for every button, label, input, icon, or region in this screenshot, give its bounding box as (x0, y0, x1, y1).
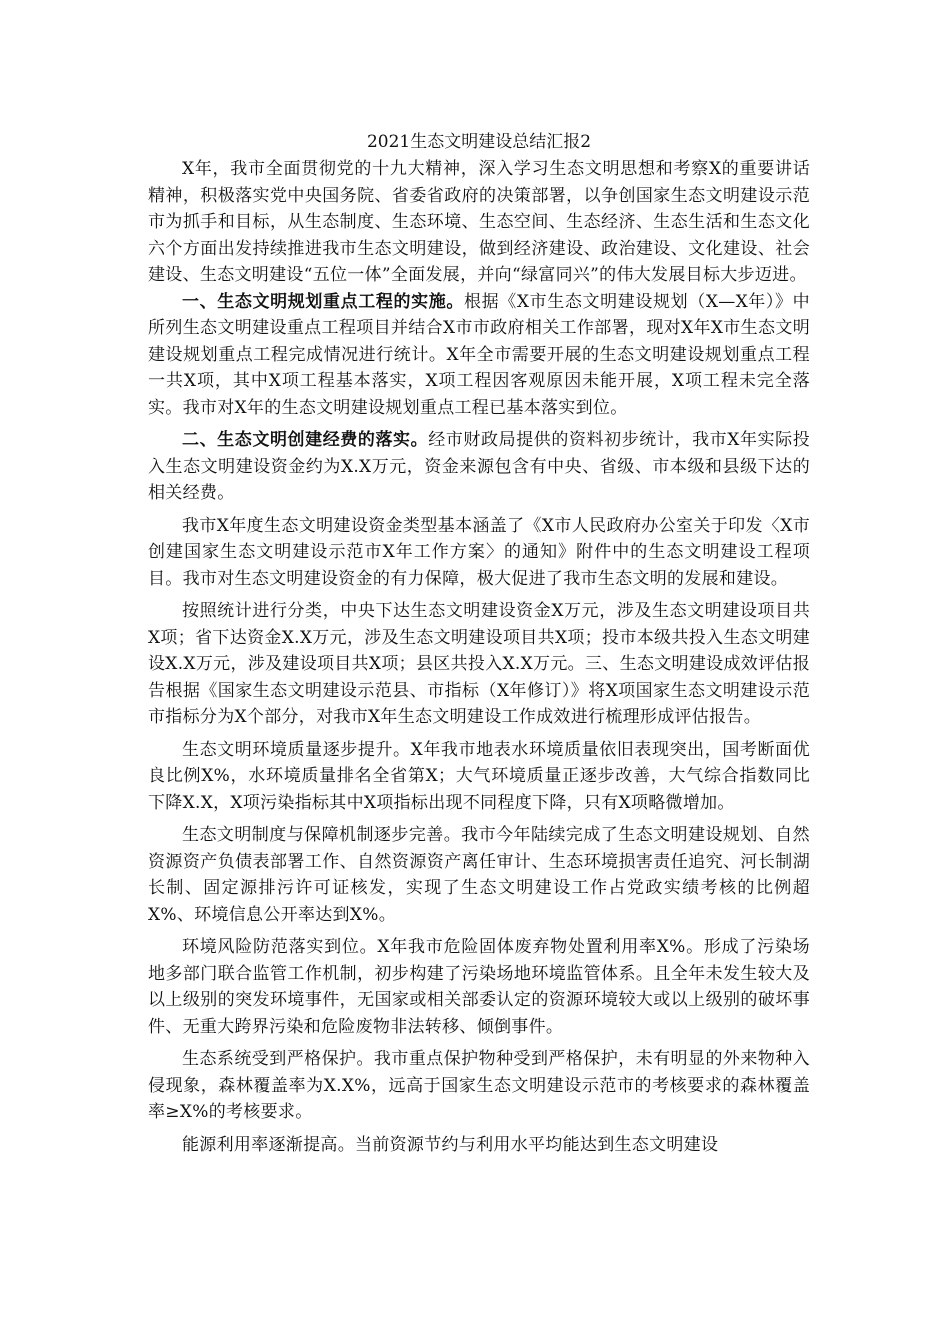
paragraph-text: 生态文明环境质量逐步提升。X年我市地表水环境质量依旧表现突出，国考断面优良比例X%，水环境质量排名全省第X；大气环境质量正逐步改善，大气综合指数同比下降X.X，X项污染指标其中X项指标出现不同程度下降，只有X项略微增加。 (148, 739, 810, 813)
paragraph-institutions (148, 822, 810, 928)
paragraph-text: 根据《X市生态文明建设规划（X—X年）》中所列生态文明建设重点工程项目并结合X市市政府相关工作部署，现对X年X市生态文明建设规划重点工程完成情况进行统计。X年全市需要开展的生态文明建设规划重点工程一共X项，其中X项工程基本落实，X项工程因客观原因未能开展，X项工程未完全落实。我市对X年的生态文明建设规划重点工程已基本落实到位。 (148, 291, 810, 418)
paragraph-text: 生态文明制度与保障机制逐步完善。我市今年陆续完成了生态文明建设规划、自然资源资产负债表部署工作、自然资源资产离任审计、生态环境损害责任追究、河长制湖长制、固定源排污许可证核发，实现了生态文明建设工作占党政实绩考核的比例超X%、环境信息公开率达到X%。 (148, 825, 810, 925)
paragraph-text: 按照统计进行分类，中央下达生态文明建设资金X万元，涉及生态文明建设项目共X项；省下达资金X.X万元，涉及生态文明建设项目共X项；投市本级共投入生态文明建设X.X万元，涉及建设项目共X项；县区共投入X.X万元。三、生态文明建设成效评估报告根据《国家生态文明建设示范县、市指标（X年修订）》将X项国家生态文明建设示范市指标分为X个部分，对我市X年生态文明建设工作成效进行梳理形成评估报告。 (148, 601, 810, 727)
paragraph-ecosystem (148, 1046, 810, 1126)
paragraph-section-1 (148, 289, 810, 422)
paragraph-funding-stats (148, 598, 810, 731)
paragraph-environment-quality (148, 737, 810, 817)
paragraph-energy (148, 1132, 810, 1159)
section-heading: 一、生态文明规划重点工程的实施。 (182, 291, 465, 312)
document-title: 2021生态文明建设总结汇报2 (366, 132, 592, 152)
paragraph-text: 我市X年度生态文明建设资金类型基本涵盖了《X市人民政府办公室关于印发〈X市创建国家生态文明建设示范市X年工作方案〉的通知》附件中的生态文明建设工程项目。我市对生态文明建设资金的有力保障，极大促进了我市生态文明的发展和建设。 (148, 515, 810, 589)
paragraph-section-2 (148, 427, 810, 507)
paragraph-funding-types (148, 513, 810, 593)
paragraph-text: 能源利用率逐渐提高。当前资源节约与利用水平均能达到生态文明建设 (182, 1134, 719, 1155)
paragraph-intro (148, 156, 810, 289)
section-heading: 二、生态文明创建经费的落实。 (182, 430, 429, 450)
paragraph-text: 生态系统受到严格保护。我市重点保护物种受到严格保护，未有明显的外来物种入侵现象，森林覆盖率为X.X%，远高于国家生态文明建设示范市的考核要求的森林覆盖率≥X%的考核要求。 (148, 1049, 810, 1122)
paragraph-risk-prevention (148, 934, 810, 1040)
paragraph-text: 环境风险防范落实到位。X年我市危险固体废弃物处置利用率X%。形成了污染场地多部门联合监管工作机制，初步构建了污染场地环境监管体系。且全年未发生较大及以上级别的突发环境事件，无国家或相关部委认定的资源环境较大或以上级别的破坏事件、无重大跨界污染和危险废物非法转移、倾倒事件。 (148, 937, 810, 1037)
paragraph-text: 经市财政局提供的资料初步统计，我市X年实际投入生态文明建设资金约为X.X万元，资金来源包含有中央、省级、市本级和县级下达的相关经费。 (148, 430, 811, 503)
paragraph-text: X年，我市全面贯彻党的十九大精神，深入学习生态文明思想和考察X的重要讲话精神，积极落实党中央国务院、省委省政府的决策部署，以争创国家生态文明建设示范市为抓手和目标，从生态制度、生态环境、生态空间、生态经济、生态生活和生态文化六个方面出发持续推进我市生态文明建设，做到经济建设、政治建设、文化建设、社会建设、生态文明建设“五位一体”全面发展，并向“绿富同兴”的伟大发展目标大步迈进。 (148, 159, 810, 285)
